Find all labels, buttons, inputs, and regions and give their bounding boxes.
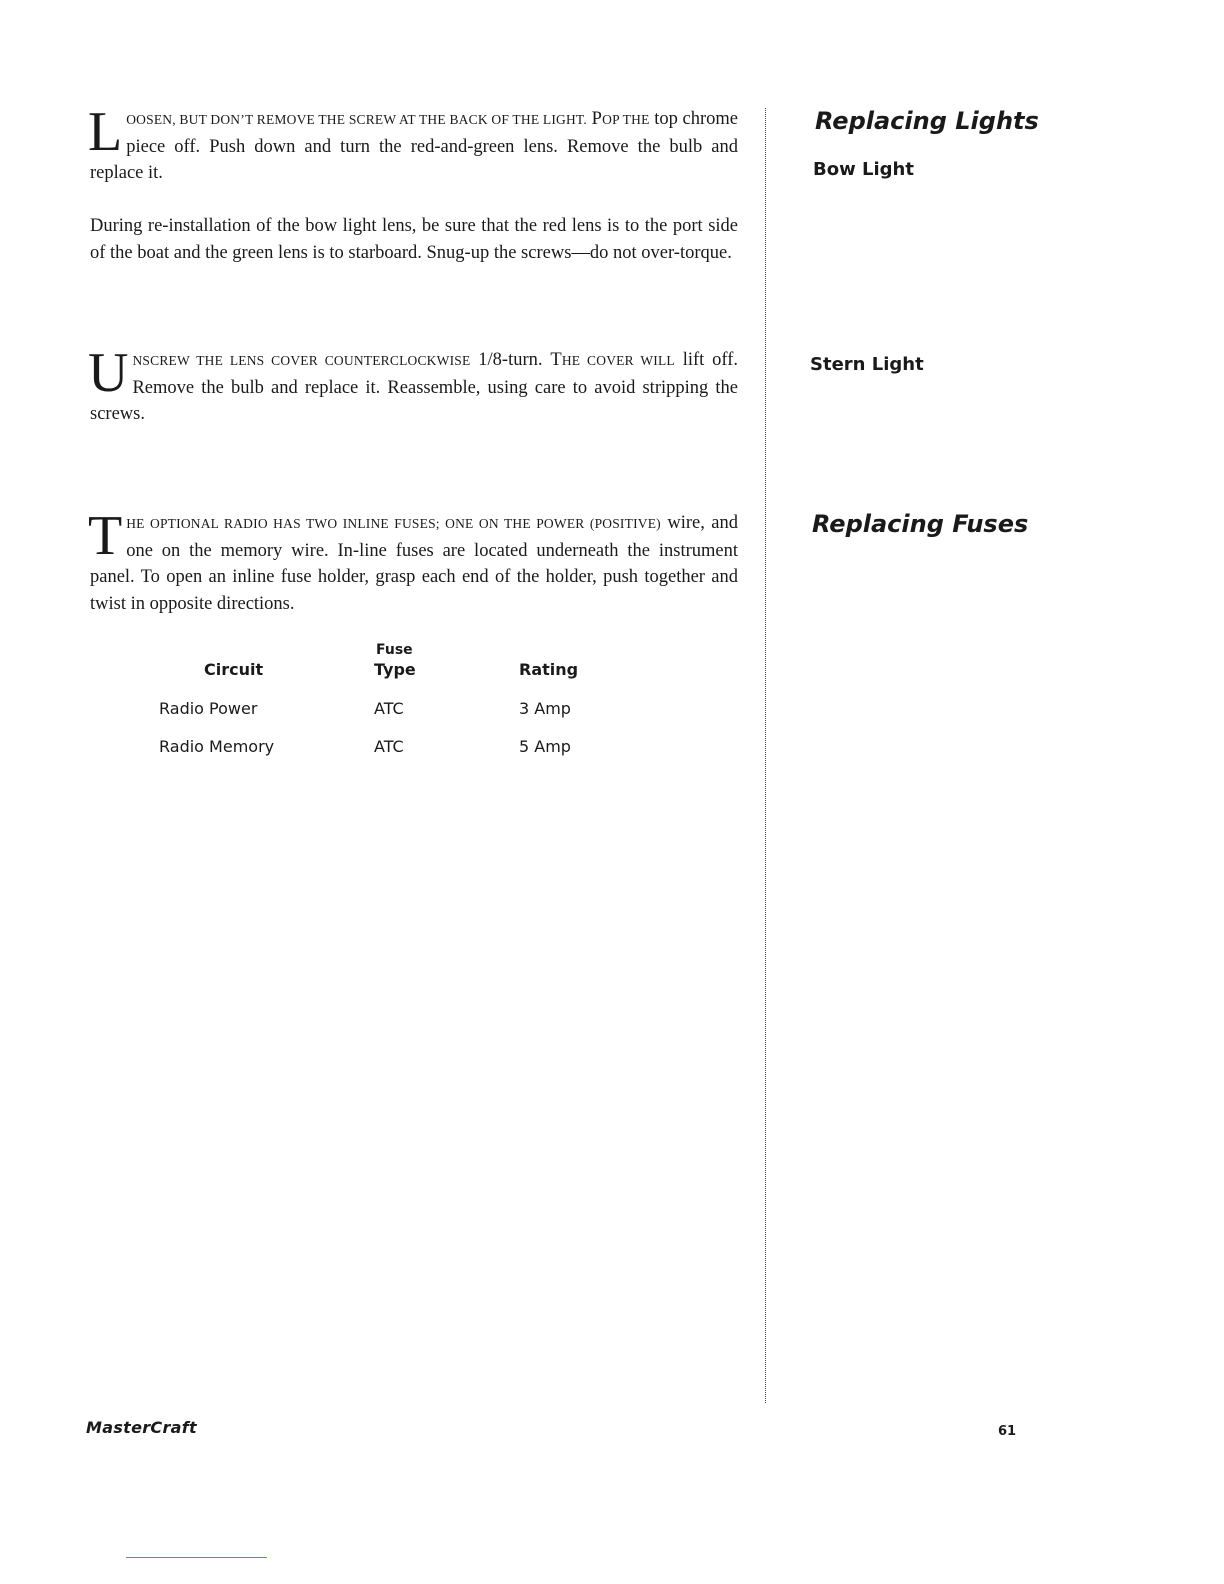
fuses-smallcaps: HE OPTIONAL RADIO HAS TWO INLINE FUSES; ONE ON THE POWER (POSITIVE): [126, 516, 661, 531]
footer-rule: [126, 1557, 267, 1558]
dropcap-u: U: [88, 342, 129, 404]
header-circuit: Circuit: [204, 660, 264, 679]
stern-light-smallcaps-2: HE COVER WILL: [561, 353, 675, 368]
heading-replacing-fuses: Replacing Fuses: [812, 510, 1029, 538]
subheading-bow-light: Bow Light: [813, 159, 914, 180]
subheading-stern-light: Stern Light: [810, 354, 924, 375]
row-1-circuit: Radio Power: [159, 699, 258, 718]
dropcap-t: T: [88, 505, 123, 567]
bow-light-instructions: [88, 101, 739, 187]
row-2-circuit: Radio Memory: [159, 737, 275, 756]
bow-light-note: During re-installation of the bow light lens, be sure that the red lens is to the port side of the boat and the green lens is to starboard. Snug-up the screws—do not over-torque.: [90, 216, 738, 263]
stern-light-body: lift off. Remove the bulb and replace it. Reassemble, using care to avoid stripping the screws.: [90, 350, 739, 424]
header-rating: Rating: [519, 660, 579, 679]
row-2-rating: 5 Amp: [519, 737, 571, 756]
heading-replacing-lights: Replacing Lights: [815, 107, 1039, 135]
fuses-body: wire, and one on the memory wire. In-line fuses are located underneath the instrument panel. To open an inline fuse holder, grasp each end of the holder, push together and twist in opposite directions.: [90, 513, 739, 614]
header-fuse: Fuse: [376, 642, 413, 658]
brand-logo: MasterCraft: [86, 1418, 197, 1437]
bow-light-smallcaps: OOSEN, BUT DON’T REMOVE THE SCREW AT THE BACK OF THE LIGHT.: [126, 112, 587, 127]
bow-light-smallcaps-initial: P: [591, 109, 603, 129]
dropcap-l: L: [88, 101, 123, 163]
fuses-instructions: [88, 505, 739, 617]
row-2-type: ATC: [374, 737, 404, 756]
bow-light-smallcaps-2: OP THE: [602, 112, 650, 127]
page-number: 61: [998, 1424, 1017, 1439]
row-1-rating: 3 Amp: [519, 699, 571, 718]
stern-light-smallcaps: NSCREW THE LENS COVER COUNTERCLOCKWISE: [132, 353, 471, 368]
bow-light-body: top chrome piece off. Push down and turn the red-and-green lens. Remove the bulb and replace it.: [90, 109, 739, 183]
row-1-type: ATC: [374, 699, 404, 718]
header-type: Type: [374, 660, 416, 679]
stern-light-fraction: 1/8-turn.: [478, 350, 543, 370]
stern-light-smallcaps-initial: T: [550, 350, 562, 370]
column-divider: [765, 108, 766, 1403]
stern-light-instructions: [88, 342, 739, 428]
